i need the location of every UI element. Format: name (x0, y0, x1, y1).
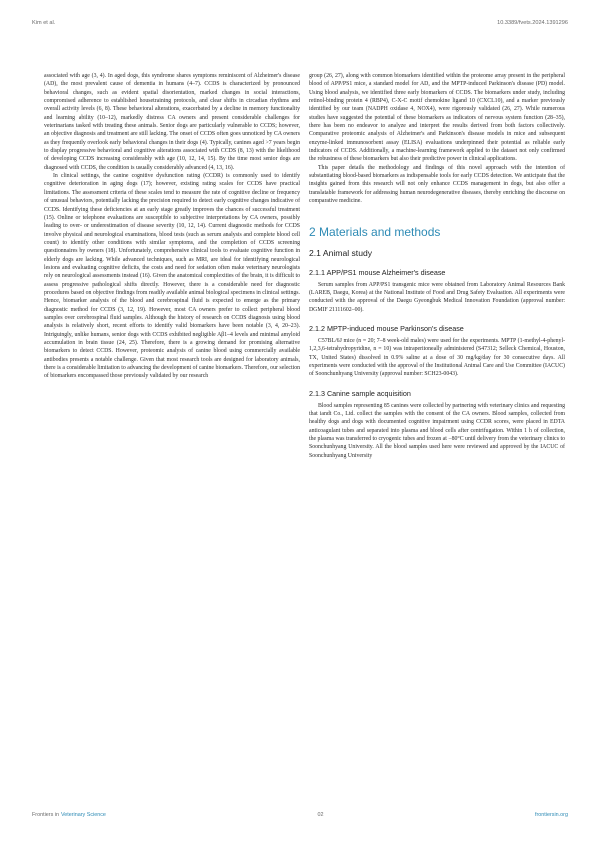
page-number: 02 (317, 812, 324, 818)
left-column (44, 72, 300, 381)
running-header (32, 20, 568, 26)
body-paragraph: Blood samples representing 85 canines were collected by partnering with veterinary clinics and requesting that iandt Co., Ltd. collect the samples with the consent of the CA owners. Blood samples, collected from healthy dogs and dogs with documented cognitive impairment using CCDR scores, were placed in EDTA anticoagulant tubes and separated into plasma and blood cells after centrifugation. Within 1 h of collection, the plasma was transferred to cryogenic tubes and frozen at −80°C until delivery from the veterinary clinics to Soonchunhyang University. All the blood samples used here were reviewed and approved by the IACUC of Soonchunhyang University (309, 402, 565, 459)
subsubsection-title: 2.1.3 Canine sample acquisition (309, 388, 411, 398)
subsubsection-title: 2.1.2 MPTP-induced mouse Parkinson's disease (309, 323, 464, 333)
header-authors: Kim et al. (32, 20, 56, 26)
footer-journal-prefix: Frontiers in (32, 812, 59, 818)
right-column (309, 72, 565, 460)
body-paragraph: C57BL/6J mice (n = 20; 7–8 week-old males) were used for the experiments. MPTP (1-methyl-4-phenyl-1,2,3,6-tetrahydropyridine, n = 10) was intraperitoneally administered (S47312; Selleck Chemical, Houston, TX, United States) dissolved in 0.9% saline at a dose of 30 mg/kg/day for 30 consecutive days. All experiments were conducted with the approval of the Institutional Animal Care and Use Committee (IACUC) of Soonchunhyang University (approval number: SCH23-0043). (309, 337, 565, 378)
subsection-title: 2.1 Animal study (309, 247, 373, 258)
page-footer (32, 812, 568, 818)
body-paragraph: This paper details the methodology and findings of this novel approach with the intention of substantiating blood-based biomarkers as indispensable tools for early CCDS detection. We anticipate that the insights gained from this research will not only enhance CCDS management in dogs, but also offer a translatable framework for addressing human neurodegenerative diseases, thereby enriching the discourse on comparative medicine. (309, 164, 565, 205)
footer-journal (32, 812, 106, 818)
section-title: 2 Materials and methods (309, 224, 441, 239)
footer-journal-name: Veterinary Science (60, 812, 106, 818)
header-doi: 10.3389/fvets.2024.1391296 (497, 20, 568, 26)
body-paragraph: group (26, 27), along with common biomarkers identified within the proteome array present in the peripheral blood of APP/PS1 mice, a standard model for AD, and the MPTP-induced Parkinson's disease (PD) model. Using blood analysis, we identified three early biomarkers of CCDS. The biomarkers under study, including retinol-binding protein 4 (RBP4), C-X-C motif chemokine ligand 10 (CXCL10), and a marker previously identified by our team (NADPH oxidase 4, NOX4), were rigorously validated (26, 27). While numerous studies have suggested the potential of these biomarkers as indicators of nervous system function (28–35), there has been no endeavor to analyze and interpret the results derived from both factors collectively. Comparative proteomic analysis of Alzheimer's and Parkinson's disease models in mice and subsequent enzyme-linked immunosorbent assay (ELISA) evaluations underpinned their potential as reliable early indicators of CCDS. Additionally, a machine-learning framework applied to the dataset not only confirmed the robustness of these biomarkers but also their predictive power in clinical applications. (309, 73, 565, 163)
body-paragraph: associated with age (3, 4). In aged dogs, this syndrome shares symptoms reminiscent of Alzheimer's disease (AD), the most prevalent cause of dementia in humans (4–7). CCDS is characterized by pronounced behavioral changes, such as evident spatial disorientation, marked changes in social interactions, compromised adherence to established housetraining protocols, and clear shifts in circadian rhythms and overall activity levels (6, 8). These behavioral alterations, exacerbated by a decline in memory functionality and learning ability (10–12), markedly distress CA owners and present considerable challenges for veterinarians tasked with treating these animals. Senior dogs are particularly vulnerable to CCDS; however, an objective diagnosis and treatment are still lacking. The onset of CCDS often goes unnoticed by CA owners as they frequently overlook early behavioral changes in their dogs (4). Typically, canines aged >7 years begin to display progressive behavioral and cognitive alterations associated with CCDS (8, 13) with the likelihood of developing CCDS increasing considerably with age (10, 12, 14, 15). By the time most senior dogs are diagnosed with CCDS, the condition is usually considerably advanced (4, 13, 16). (44, 73, 300, 171)
footer-site-link[interactable]: frontiersin.org (535, 812, 568, 818)
body-paragraph: In clinical settings, the canine cognitive dysfunction rating (CCDR) is commonly used to identify cognitive deterioration in aging dogs (17); however, existing rating scales for CCDS have practical limitations. The assessment criteria of these scales tend to measure the rate of cognitive decline or frequency of unusual behaviors, potentially lacking the precision required to detect early cognitive changes indicative of CCDS. Identifying these deficiencies at an early stage greatly improves the chances of successful treatment (15). Online or telephone evaluations are susceptible to subjective interpretations by CA owners, possibly leading to over- or underestimation of disease severity (10, 12, 14). Current diagnostic methods for CCDS involve physical and neurological examinations, blood tests (such as serum analysis and complete blood cell count) to identify other conditions with similar symptoms, and the completion of CCDS screening questionnaires by owners (18). Unfortunately, comprehensive clinical tools to evaluate cognitive function in elderly dogs are lacking. While advanced techniques, such as MRI, are ideal for identifying neurological lesions and evaluating cognitive deficits, the costs and need for sedation often make veterinary neurologists rely on neurological assessments instead (16). Given the anatomical complexities of the brain, it is difficult to assess progressive pathological shifts directly. However, there is a considerable need for diagnostic procedures based on objective findings from readily available animal biological specimens in clinical settings. Hence, biomarker analysis of the blood and cerebrospinal fluid is expected to emerge as the primary diagnostic method for CCDS (3, 12, 19). However, most CA owners prefer to collect peripheral blood samples over cerebrospinal fluid samples. Although the history of research on CCDS diagnosis using blood analysis is relatively short, recent efforts to identify valid biomarkers have been notable (3, 4, 20–23). Intriguingly, unlike humans, senior dogs with CCDS exhibited negligible Aβ1–4 levels and minimal amyloid accumulation in brain tissue (24, 25). Therefore, there is a growing demand for promising alternative biomarkers to detect CCDS. However, proteomic analysis of canine blood using commercially available antibodies presents a notable challenge. Given that most research tools are designed for laboratory animals, there is a considerable limitation to advancing the development of canine biomarkers. Therefore, our selection of biomarkers encompassed those previously validated by our research (44, 173, 300, 380)
body-paragraph: Serum samples from APP/PS1 transgenic mice were obtained from Laboratory Animal Resources Bank (LAREB, Daegu, Korea) at the National Institute of Food and Drug Safety Evaluation. All experiments were conducted with the approval of the Daegu Gyeongbuk Medical Innovation Foundation (approval number: DGMIF 21111602–00). (309, 281, 565, 313)
subsubsection-title: 2.1.1 APP/PS1 mouse Alzheimer's disease (309, 267, 446, 277)
